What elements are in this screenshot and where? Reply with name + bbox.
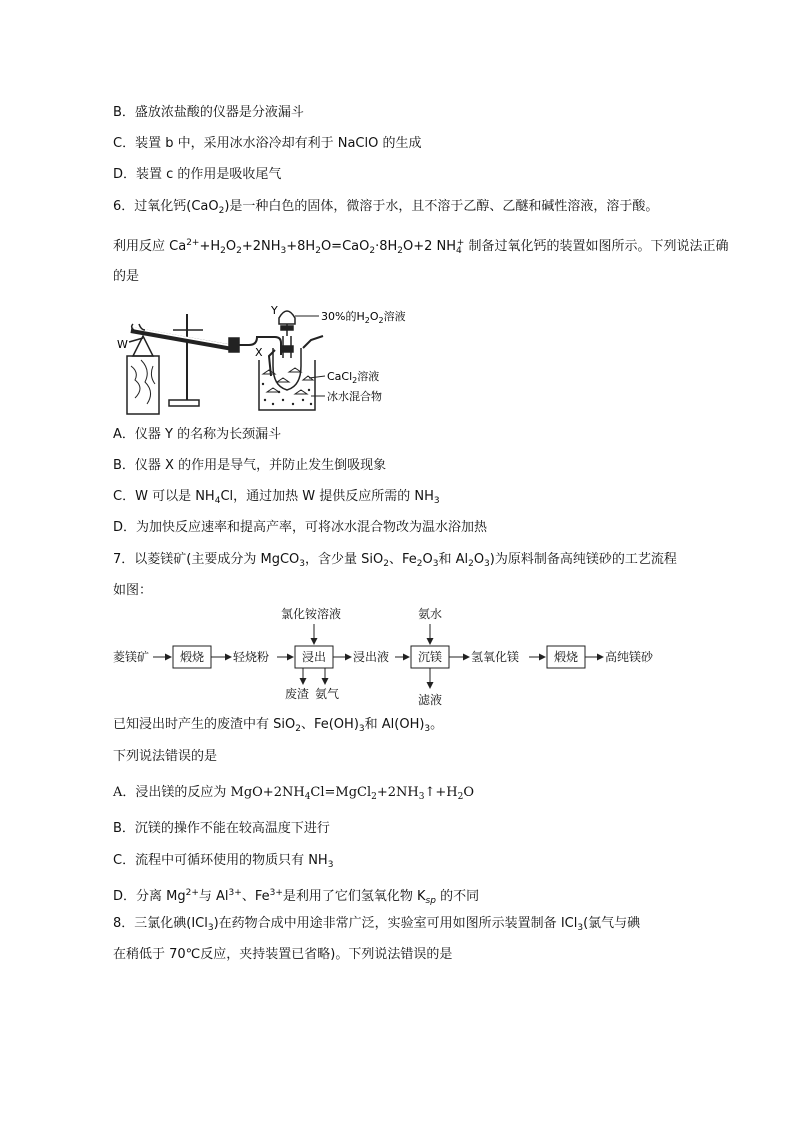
- flow-reagent-nh4cl: 氯化铵溶液: [281, 607, 342, 621]
- label-h2o2: 30%的$H_2O_2$溶液: [321, 310, 406, 325]
- q7-intro-end: 如图：: [113, 583, 153, 598]
- option-b-prev: B．盛放浓盐酸的仪器是分液漏斗: [113, 105, 304, 120]
- label-x: X: [255, 346, 263, 359]
- flow-leachate: 浸出液: [353, 650, 390, 664]
- q7-option-b: B．沉镁的操作不能在较高温度下进行: [113, 821, 330, 836]
- q7-ask: 下列说法错误的是: [113, 749, 218, 764]
- q7-option-a: A．浸出镁的反应为 $MgO+2NH_4Cl=MgCl_2+2NH_3↑+H_2O$: [113, 785, 475, 802]
- burner-stand: [127, 314, 281, 414]
- q8-line2: 在稍低于 70℃反应，夹持装置已省略)。下列说法错误的是: [113, 947, 453, 962]
- apparatus-figure: [113, 296, 413, 420]
- q7-intro: 7．以菱镁矿(主要成分为 MgCO$_3$，含少量 SiO$_2$、$Fe_2O_3$和 $Al_2O_3$)为原料制备高纯镁砂的工艺流程: [113, 552, 677, 569]
- q6-option-a: A．仪器 Y 的名称为长颈漏斗: [113, 427, 282, 442]
- flow-waste: 废渣: [285, 687, 310, 701]
- q7-option-c: C．流程中可循环使用的物质只有 $NH_3$: [113, 853, 334, 870]
- q6-option-c: C．W 可以是 $NH_4Cl$，通过加热 W 提供反应所需的 $NH_3$: [113, 489, 440, 506]
- q6-end: 的是: [113, 269, 140, 284]
- q8-line1: 8．三氯化碘(ICl$_3$)在药物合成中用途非常广泛，实验室可用如图所示装置制备 ICl$_3$(氯气与碘: [113, 916, 641, 933]
- option-c-prev: C．装置 b 中，采用冰水浴冷却有利于 NaClO 的生成: [113, 136, 422, 151]
- reaction-beaker: [259, 311, 325, 410]
- q6-intro: 6．过氧化钙(CaO$_2$)是一种白色的固体，微溶于水，且不溶于乙醇、乙醚和碱性溶液，溶于酸。: [113, 199, 659, 216]
- flow-product: 高纯镁砂: [605, 650, 654, 664]
- label-cacl2: CaCl$_2$溶液: [327, 370, 380, 385]
- flow-calcine2: 煅烧: [554, 650, 579, 664]
- flow-light-powder: 轻烧粉: [233, 650, 270, 664]
- label-w: W: [117, 338, 128, 351]
- flow-mg-hydroxide: 氢氧化镁: [471, 650, 520, 664]
- option-d-prev: D．装置 c 的作用是吸收尾气: [113, 167, 282, 182]
- flow-calcine1: 煅烧: [180, 650, 205, 664]
- q6-option-d: D．为加快反应速率和提高产率，可将冰水混合物改为温水浴加热: [113, 520, 488, 535]
- flow-filtrate: 滤液: [418, 693, 443, 707]
- q6-option-b: B．仪器 X 的作用是导气，并防止发生倒吸现象: [113, 458, 387, 473]
- flow-precip: 沉镁: [418, 650, 443, 664]
- q7-known: 已知浸出时产生的废渣中有 SiO$_2$、$Fe(OH)_3$和 $Al(OH)_3$。: [113, 717, 444, 734]
- label-ice: 冰水混合物: [327, 390, 382, 403]
- flow-raw: 菱镁矿: [113, 650, 150, 664]
- flow-ammonia-gas: 氨气: [315, 687, 340, 701]
- q7-option-d: D．分离 $Mg^{2+}$与 $Al^{3+}$、$Fe^{3+}$是利用了它们氢氧化物 $K_{sp}$ 的不同: [113, 888, 480, 906]
- flow-leach: 浸出: [302, 650, 327, 664]
- q6-reaction: 利用反应 $Ca^{2+}+H_2O_2+2NH_3+8H_2O=CaO_2\cdot 8H_2O+2$ $NH_4^+$ 制备过氧化钙的装置如图所示。下列说法正确: [113, 238, 729, 256]
- flow-ammonia-water: 氨水: [418, 607, 443, 621]
- process-flow-chart: [113, 604, 673, 708]
- label-y: Y: [271, 304, 278, 317]
